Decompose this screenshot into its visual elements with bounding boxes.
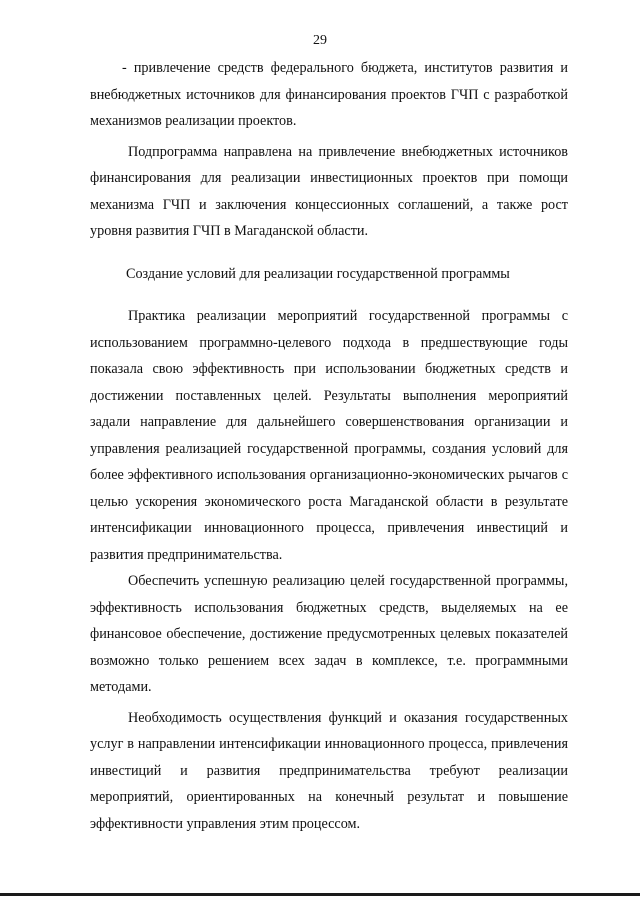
page-body (90, 55, 568, 837)
paragraph-subprogram-purpose: Подпрограмма направлена на привлечение внебюджетных источников финансирования для реализации инвестиционных проектов при помощи механизма ГЧП и заключения концессионных соглашений, а также рост уровня развития ГЧП в Магаданской области. (90, 143, 568, 239)
page-number: 29 (313, 33, 327, 48)
paragraph-ensure-implementation: Обеспечить успешную реализацию целей государственной программы, эффективность использования бюджетных средств, выделяемых на ее финансовое обеспечение, достижение предусмотренных целевых показателей возможно только решением всех задач в комплексе, т.е. программными методами. (90, 573, 568, 695)
paragraph-funding-sources: - привлечение средств федерального бюджета, институтов развития и внебюджетных источников для финансирования проектов ГЧП с разработкой механизмов реализации проектов. (90, 60, 568, 129)
section-heading: Создание условий для реализации государственной программы (126, 265, 510, 282)
page-bottom-edge (0, 893, 640, 896)
paragraph-necessity: Необходимость осуществления функций и оказания государственных услуг в направлении интенсификации инновационного процесса, привлечения инвестиций и развития предпринимательства требуют реализации мероприятий, ориентированных на конечный результат и повышение эффективности управления этим процессом. (90, 709, 568, 832)
paragraph-program-practice: Практика реализации мероприятий государственной программы с использованием программно-целевого подхода в предшествующие годы показала свою эффективность при использовании бюджетных средств и достижении поставленных целей. Результаты выполнения мероприятий задали направление для дальнейшего совершенствования организации и управления реализацией государственной программы, создания условий для более эффективного использования организационно-экономических рычагов с целью ускорения экономического роста Магаданской области в результате интенсификации инновационного процесса, привлечения инвестиций и развития предпринимательства. (90, 308, 568, 563)
